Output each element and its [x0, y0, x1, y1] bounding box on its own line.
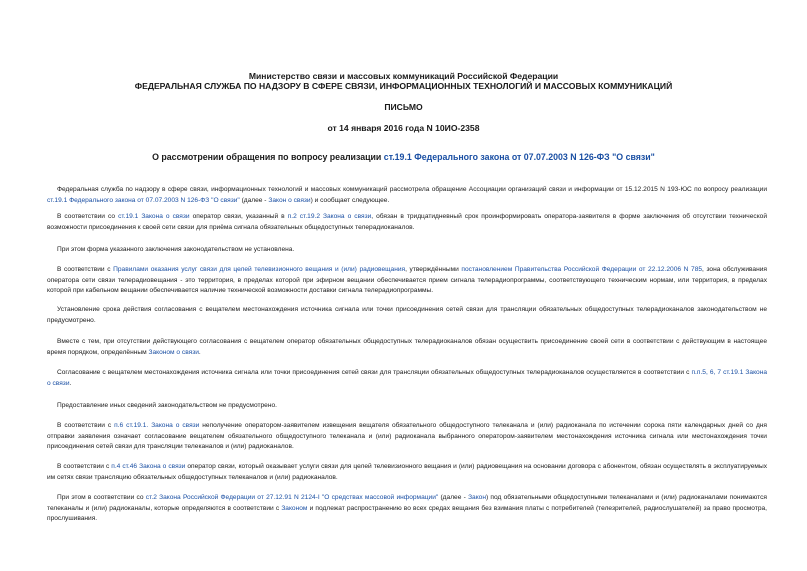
p9-text-2: неполучение оператором-заявителем извещения вещателя обязательного общедоступного телеканала и (или) радиоканала по истечении сорока пяти календарных дней со дня отправки заявления означает согласование вещателем обязательного общедоступного телеканала и (или) радиоканала выбранного оператором-заявителем местонахождения источника сигнала или местонахождения точки присоединения сетей связи для трансляции телеканалов и (или) радиоканалов. — [47, 422, 767, 450]
p10-text-1: В соответствии с — [57, 463, 112, 470]
p3-text-1: При этом форма указанного заключения законодательством не установлена. — [57, 246, 295, 253]
service-name: ФЕДЕРАЛЬНАЯ СЛУЖБА ПО НАДЗОРУ В СФЕРЕ СВЯЗИ, ИНФОРМАЦИОННЫХ ТЕХНОЛОГИЙ И МАССОВЫХ КОММУНИКАЦИЙ — [134, 81, 673, 91]
p11-link-zakonom[interactable]: Законом — [281, 504, 308, 512]
p1-text-2: (далее - — [239, 196, 269, 204]
p2-text-3: , обязан в тридцатидневный срок проинформировать оператора-заявителя в форме заключения об отсутствии технической возможности присоединения к своей сети связи для приёма сигнала обязательных общедоступных телерадиоканалов. — [47, 213, 767, 231]
p10-text-2: оператор связи, который оказывает услуги связи для целей телевизионного вещания и (или) радиовещания на основании договора с абонентом, обязан осуществлять в эксплуатируемых им сетях связи трансляцию обязательных общедоступных телеканалов и (или) радиоканалов. — [47, 463, 768, 481]
p7-text-1: Согласование с вещателем местонахождения источника сигнала или точки присоединения сетей связи для трансляции обязательных общедоступных телерадиоканалов осуществляется в соответствии с — [57, 369, 692, 376]
p4-text-2: , утверждёнными — [405, 266, 462, 273]
p4-link-decree[interactable]: постановлением Правительства Российской Федерации от 22.12.2006 N 785 — [461, 266, 703, 273]
paragraph-7 — [47, 368, 767, 389]
p7-text-2: . — [69, 379, 72, 387]
p1-link-zakon[interactable]: Закон о связи — [268, 196, 311, 204]
paragraph-3 — [47, 245, 767, 256]
document-date-number: от 14 января 2016 года N 10ИО-2358 — [327, 123, 480, 133]
p6-text-1: Вместе с тем, при отсутствии действующего согласования с вещателем оператор обязательных общедоступных телерадиоканалов обязан осуществить присоединение своей сети в соответствии с действующим в настоящее время порядком, определённым — [47, 338, 767, 356]
document-title — [0, 152, 807, 162]
paragraph-5 — [47, 305, 767, 326]
p8-text-1: Предоставление иных сведений законодательством не предусмотрено. — [57, 402, 277, 409]
p5-text-1: Установление срока действия согласования с вещателем местонахождения источника сигнала или точки присоединения сетей связи для трансляции обязательных общедоступных телерадиоканалов законодательством не предусмотрено. — [47, 306, 767, 324]
p4-text-3: , зона обслуживания оператора сети связи телерадиовещания - это территория, в пределах которой при эфирном вещании обеспечивается прием сигнала телерадиопрограммы, соответствующего техническим нормам, или территория, в пределах которой при кабельном вещании обеспечивается наличие технической возможности доставки сигнала телерадиопрограммы. — [47, 266, 767, 294]
p9-text-1: В соответствии с — [57, 422, 115, 429]
title-law-link[interactable]: ст.19.1 Федерального закона от 07.07.2003 N 126-ФЗ "О связи" — [383, 152, 655, 162]
p6-link-zakon[interactable]: Законом о связи — [148, 348, 199, 356]
paragraph-11 — [47, 493, 767, 525]
p11-text-1: При этом в соответствии со — [57, 494, 146, 501]
p1-text-3: ) и сообщает следующее. — [310, 196, 390, 204]
p2-text-1: В соответствии со — [57, 213, 119, 220]
paragraph-1 — [47, 185, 767, 206]
p10-link-art46[interactable]: п.4 ст.46 Закона о связи — [111, 463, 186, 470]
document-type: ПИСЬМО — [384, 102, 423, 112]
p1-text-1: Федеральная служба по надзору в сфере связи, информационных технологий и массовых коммуникаций рассмотрела обращение Ассоциации организаций связи и информации от 15.12.2015 N 193-ЮС по вопросу реализации — [57, 186, 767, 193]
p2-link-1[interactable]: ст.19.1 Закона о связи — [118, 213, 190, 220]
p11-text-2: (далее - — [438, 494, 469, 501]
p2-link-2[interactable]: п.2 ст.19.2 Закона о связи — [287, 213, 372, 220]
paragraph-4 — [47, 265, 767, 297]
paragraph-9 — [47, 421, 767, 453]
ministry-name: Министерство связи и массовых коммуникаций Российской Федерации — [248, 71, 559, 81]
p11-link-media-law[interactable]: ст.2 Закона Российской Федерации от 27.12.91 N 2124-I "О средствах массовой информации" — [145, 494, 439, 501]
p1-link-law[interactable]: ст.19.1 Федерального закона от 07.07.2003 N 126-ФЗ "О связи" — [47, 196, 240, 204]
paragraph-10 — [47, 462, 767, 483]
p11-text-4: и подлежат распространению во всех средах вещания без взимания платы с потребителей (телезрителей, радиослушателей) за право просмотра, прослушивания. — [47, 504, 768, 522]
p7-link-points[interactable]: п.п.5, 6, 7 ст.19.1 Закона о связи — [47, 369, 767, 387]
p2-text-2: оператор связи, указанный в — [189, 213, 288, 220]
paragraph-6 — [47, 337, 767, 358]
title-prefix: О рассмотрении обращения по вопросу реализации — [152, 152, 384, 162]
p9-link-point6[interactable]: п.6 ст.19.1. Закона о связи — [114, 422, 200, 429]
p11-link-zakon[interactable]: Закон — [468, 494, 486, 501]
p11-text-3: ) под обязательными общедоступными телеканалами и (или) радиоканалами понимаются телеканалы и (или) радиоканалы, которые определяются в соответствии с — [47, 494, 767, 512]
paragraph-2 — [47, 212, 767, 233]
paragraph-8 — [47, 401, 767, 412]
p4-text-1: В соответствии с — [57, 266, 114, 273]
p4-link-rules[interactable]: Правилами оказания услуг связи для целей телевизионного вещания и (или) радиовещания — [113, 266, 406, 273]
p6-text-2: . — [198, 348, 201, 356]
